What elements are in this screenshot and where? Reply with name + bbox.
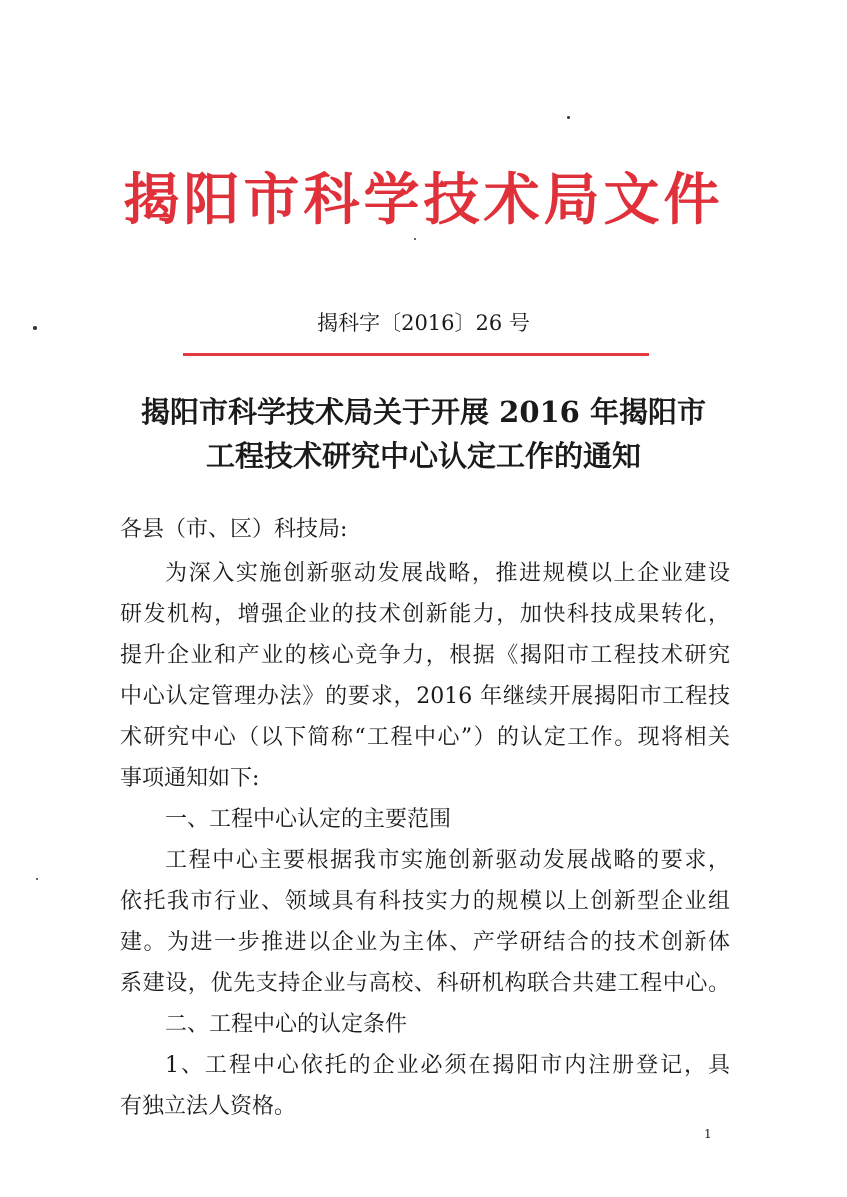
paragraph-1-line: 术研究中心（以下简称“工程中心”）的认定工作。现将相关 bbox=[120, 725, 730, 750]
paragraph-2-line: 建。为进一步推进以企业为主体、产学研结合的技术创新体 bbox=[120, 930, 730, 955]
scan-speck bbox=[33, 326, 37, 330]
section-heading-1: 一、工程中心认定的主要范围 bbox=[165, 807, 452, 832]
document-number: 揭科字〔2016〕26 号 bbox=[317, 311, 530, 335]
red-separator-rule bbox=[183, 353, 649, 356]
paragraph-1-line: 事项通知如下: bbox=[120, 766, 260, 791]
paragraph-2-line: 系建设，优先支持企业与高校、科研机构联合共建工程中心。 bbox=[120, 971, 730, 996]
paragraph-1-line: 为深入实施创新驱动发展战略，推进规模以上企业建设 bbox=[165, 561, 730, 586]
paragraph-1-line: 提升企业和产业的核心竞争力，根据《揭阳市工程技术研究 bbox=[120, 643, 730, 668]
paragraph-2-line: 工程中心主要根据我市实施创新驱动发展战略的要求， bbox=[165, 848, 730, 873]
paragraph-3-line: 有独立法人资格。 bbox=[120, 1094, 297, 1119]
scan-speck bbox=[567, 116, 570, 119]
scan-speck bbox=[414, 238, 416, 240]
paragraph-1-line: 中心认定管理办法》的要求，2016 年继续开展揭阳市工程技 bbox=[120, 684, 730, 709]
salutation: 各县（市、区）科技局: bbox=[120, 517, 348, 542]
scan-speck bbox=[36, 878, 38, 880]
masthead-title: 揭阳市科学技术局文件 bbox=[123, 167, 724, 233]
paragraph-3-line: 1、工程中心依托的企业必须在揭阳市内注册登记，具 bbox=[165, 1053, 730, 1078]
paragraph-1-line: 研发机构，增强企业的技术创新能力，加快科技成果转化， bbox=[120, 602, 730, 627]
section-heading-2: 二、工程中心的认定条件 bbox=[165, 1012, 408, 1037]
paragraph-2-line: 依托我市行业、领域具有科技实力的规模以上创新型企业组 bbox=[120, 889, 730, 914]
notice-title-line-1: 揭阳市科学技术局关于开展 2016 年揭阳市 bbox=[141, 395, 706, 429]
notice-title-line-2: 工程技术研究中心认定工作的通知 bbox=[205, 439, 641, 473]
page-number: 1 bbox=[704, 1127, 712, 1141]
